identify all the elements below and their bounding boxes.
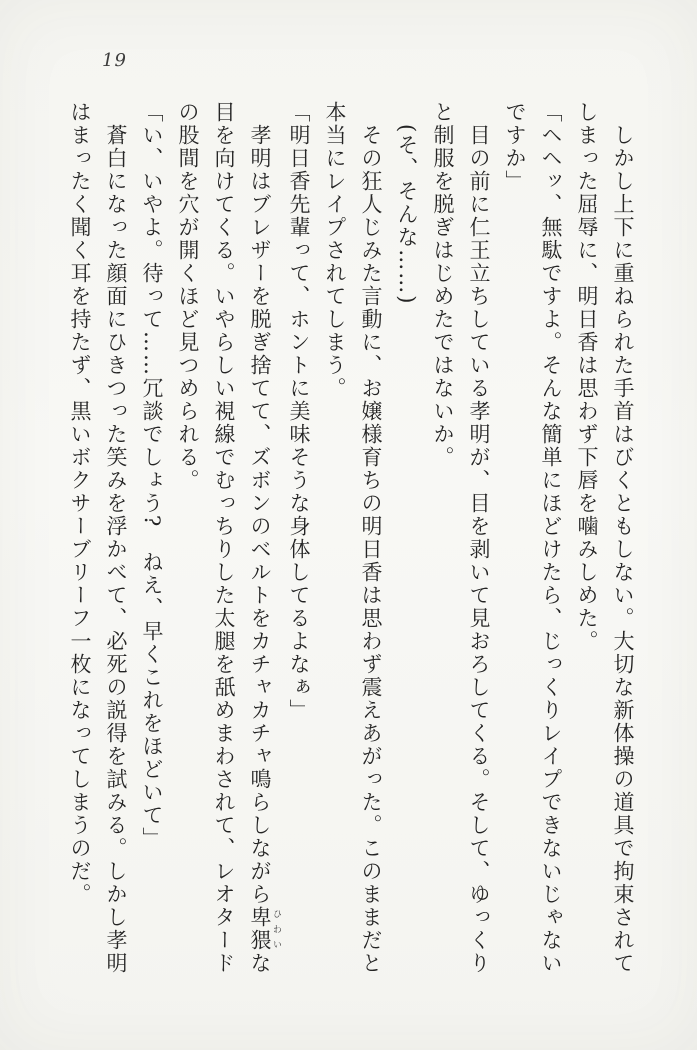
paragraph: 「ヘヘッ、無駄ですよ。そんな簡単にほどけたら、じっくりレイプできないじゃないですか」 [503,101,563,975]
vertical-text-block [62,101,641,975]
paragraph: しかし上下に重ねられた手首はびくともしない。大切な新体操の道具で拘束されてしまった屈辱に、明日香は思わず下唇を噛みしめた。 [575,101,635,975]
paragraph: (そ、そんな……) [395,124,419,306]
paragraph: 「明日香先輩って、ホントに美味そうな身体してるよなぁ」 [287,101,311,722]
paragraph: 孝明はブレザーを脱ぎ捨てて、ズボンのベルトをカチャカチャ鳴らしながら卑猥 ひわいな目を向けてくる。いやらしい視線でむっちりした太腿を舐めまわされて、レオタードの股間を穴が開くほど見つめられる。 [176,101,281,975]
paragraph: その狂人じみた言動に、お嬢様育ちの明日香は思わず震えあがった。このままだと本当にレイプされてしまう。 [323,101,383,975]
paragraph: 「い、いやよ。待って……冗談でしょう? ねえ、早くこれをほどいて」 [140,101,164,851]
paragraph: 目の前に仁王立ちしている孝明が、目を剥いて見おろしてくる。そして、ゆっくりと制服を脱ぎはじめたではないか。 [431,101,491,975]
paragraph: 蒼白になった顔面にひきつった笑みを浮かべて、必死の説得を試みる。しかし孝明はまったく聞く耳を持たず、黒いボクサーブリーフ一枚になってしまうのだ。 [68,101,128,975]
page-number: 19 [102,50,127,71]
